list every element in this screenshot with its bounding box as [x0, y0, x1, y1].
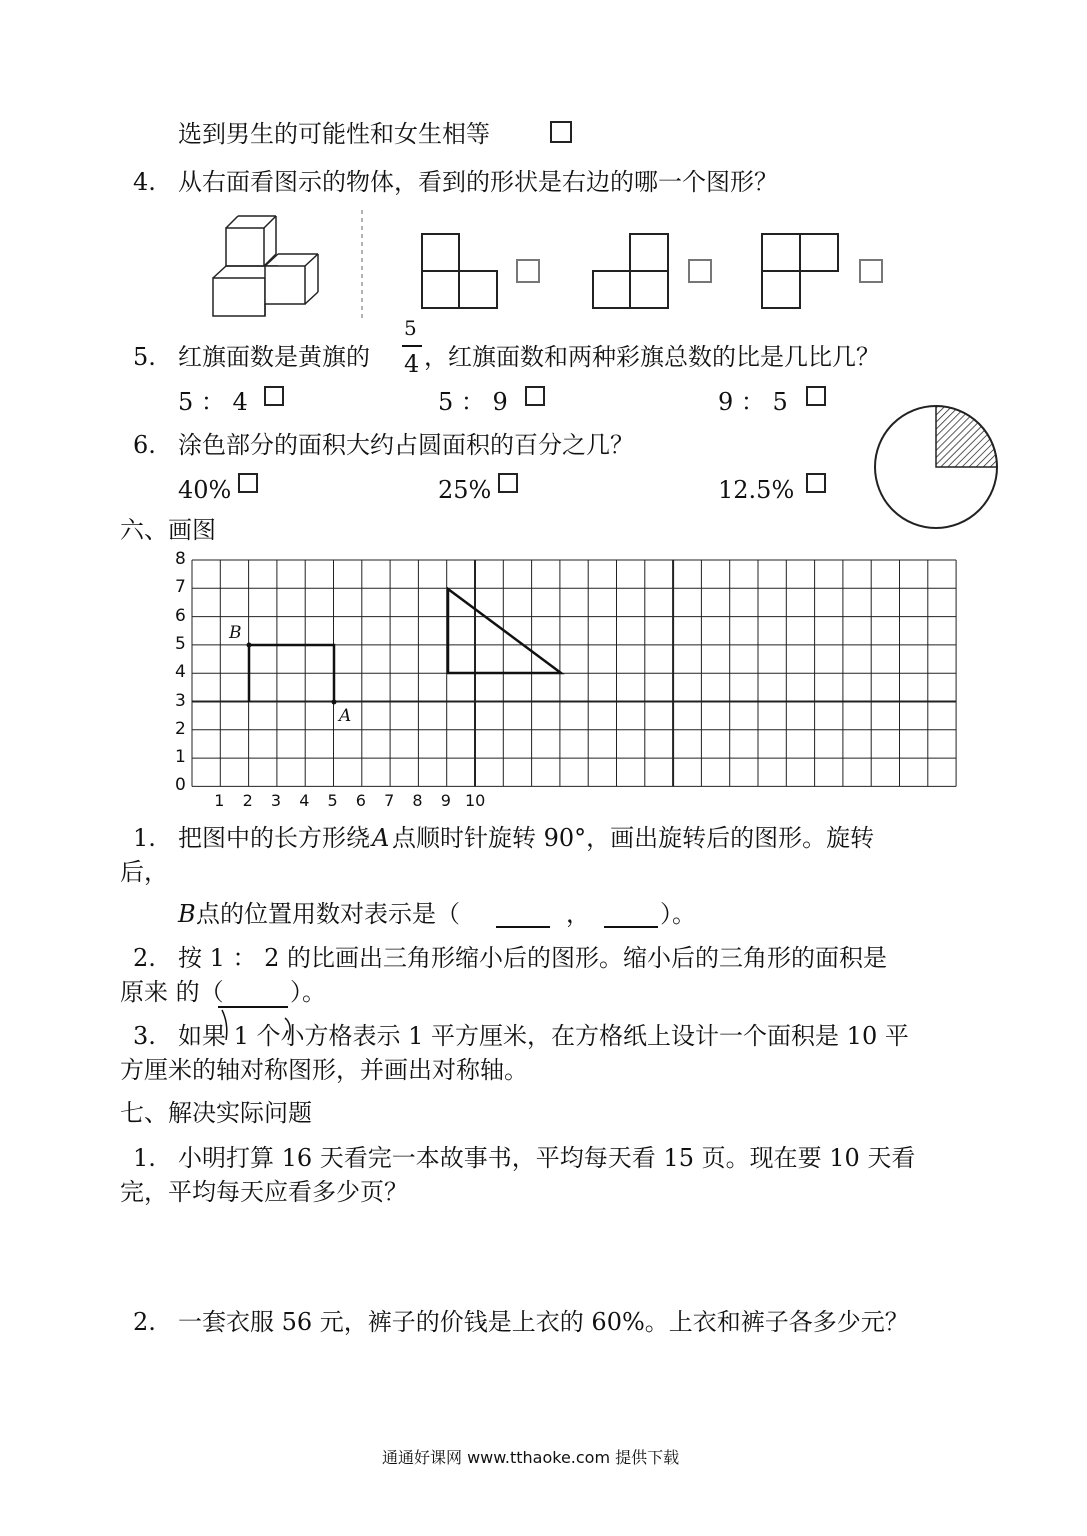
q6-option-3-checkbox[interactable] — [806, 473, 826, 493]
grid-y-label: 4 — [175, 662, 186, 683]
grid-y-label: 1 — [175, 747, 186, 768]
q5-option-1: 5 ： 4 — [178, 388, 248, 416]
view-option-3 — [762, 234, 838, 308]
d1-answer-blank-y[interactable] — [604, 906, 658, 928]
coordinate-grid — [192, 560, 956, 786]
d3-number: 3. — [133, 1022, 156, 1050]
triangle-shape — [448, 589, 561, 673]
q5-fraction-denominator: 4 — [404, 350, 420, 378]
q5-number: 5. — [133, 343, 156, 371]
q5-text-pre: 红旗面数是黄旗的 — [178, 343, 370, 371]
grid-x-label: 1 — [214, 791, 225, 811]
d2-line1: 按 1 ： 2 的比画出三角形缩小后的图形。缩小后的三角形的面积是 — [178, 944, 888, 972]
footer-credit: 通通好课网 www.tthaoke.com 提供下载 — [382, 1448, 680, 1467]
grid-x-label: 3 — [270, 791, 282, 811]
view-option-2 — [593, 234, 668, 308]
grid-y-label: 2 — [175, 718, 186, 739]
d1-line2: 后， — [120, 858, 168, 886]
q5-option-2: 5 ： 9 — [438, 388, 508, 416]
point-b-label: B — [229, 623, 242, 643]
q5-fraction-bar — [402, 345, 422, 347]
grid-y-label: 8 — [175, 549, 186, 569]
grid-x-label: 7 — [384, 791, 395, 811]
view-option-1 — [422, 234, 497, 308]
d1-point-a: A — [372, 824, 390, 852]
p2-number: 2. — [133, 1308, 156, 1336]
q5-option-3-checkbox[interactable] — [806, 386, 826, 406]
point-b-marker — [247, 643, 252, 648]
grid-x-label: 8 — [412, 791, 423, 811]
grid-y-label: 0 — [175, 775, 186, 796]
q6-option-2: 25% — [438, 476, 492, 504]
q5-fraction-numerator: 5 — [404, 316, 417, 340]
q4-text: 从右面看图示的物体，看到的形状是右边的哪一个图形？ — [178, 168, 778, 196]
circle-shaded-figure — [875, 406, 997, 528]
d1-line1b: 点顺时针旋转 90°，画出旋转后的图形。旋转 — [392, 824, 875, 852]
q3-option-text: 选到男生的可能性和女生相等 — [178, 120, 490, 148]
q4-option-1-checkbox[interactable] — [516, 259, 540, 283]
q5-option-2-checkbox[interactable] — [525, 386, 545, 406]
q5-text-post: ，红旗面数和两种彩旗总数的比是几比几？ — [424, 343, 880, 371]
point-a-label: A — [339, 706, 352, 726]
q6-number: 6. — [133, 431, 156, 459]
d2-line2a: 原来 的（ — [120, 978, 224, 1006]
section-7-heading: 七、解决实际问题 — [120, 1099, 312, 1127]
section-6-heading: 六、画图 — [120, 516, 216, 544]
d1-comma: ， — [566, 900, 590, 928]
p1-line2: 完，平均每天应看多少页？ — [120, 1178, 408, 1206]
d1-point-b: B — [178, 900, 196, 928]
d2-number: 2. — [133, 944, 156, 972]
grid-x-label: 9 — [440, 791, 451, 811]
grid-y-label: 5 — [175, 633, 186, 654]
d3-line1: 如果 1 个小方格表示 1 平方厘米，在方格纸上设计一个面积是 10 平 — [178, 1022, 909, 1050]
grid-x-label: 2 — [242, 791, 253, 811]
d2-answer-blank[interactable] — [218, 986, 288, 1008]
grid-y-label: 3 — [175, 690, 186, 711]
q4-number: 4. — [133, 168, 156, 196]
q4-option-3-checkbox[interactable] — [859, 259, 883, 283]
q6-option-1-checkbox[interactable] — [238, 473, 258, 493]
p1-line1: 小明打算 16 天看完一本故事书，平均每天看 15 页。现在要 10 天看 — [178, 1144, 916, 1172]
d3-line2: 方厘米的轴对称图形，并画出对称轴。 — [120, 1056, 528, 1084]
d1-line3a: 点的位置用数对表示是（ — [196, 900, 460, 928]
grid-y-label: 7 — [175, 577, 186, 598]
grid-x-label: 4 — [299, 791, 310, 811]
grid-x-label: 10 — [465, 791, 486, 811]
grid-y-label: 6 — [175, 605, 186, 626]
q5-option-3: 9 ： 5 — [718, 388, 788, 416]
q5-option-1-checkbox[interactable] — [264, 386, 284, 406]
grid-x-label: 5 — [327, 791, 338, 811]
d1-line3b: ）。 — [660, 900, 696, 928]
d1-answer-blank-x[interactable] — [496, 906, 550, 928]
d1-number: 1. — [133, 824, 156, 852]
d2-line2b: ）。 — [290, 978, 326, 1006]
d1-line1a: 把图中的长方形绕 — [178, 824, 370, 852]
q6-option-2-checkbox[interactable] — [498, 473, 518, 493]
grid-x-label: 6 — [355, 791, 366, 811]
q6-option-1: 40% — [178, 476, 232, 504]
q6-text: 涂色部分的面积大约占圆面积的百分之几？ — [178, 431, 634, 459]
p1-number: 1. — [133, 1144, 156, 1172]
cube-object-figure — [213, 216, 318, 316]
point-a-marker — [332, 700, 337, 705]
p2-line1: 一套衣服 56 元，裤子的价钱是上衣的 60%。上衣和裤子各多少元？ — [178, 1308, 909, 1336]
q4-option-2-checkbox[interactable] — [688, 259, 712, 283]
q6-option-3: 12.5% — [718, 476, 795, 504]
